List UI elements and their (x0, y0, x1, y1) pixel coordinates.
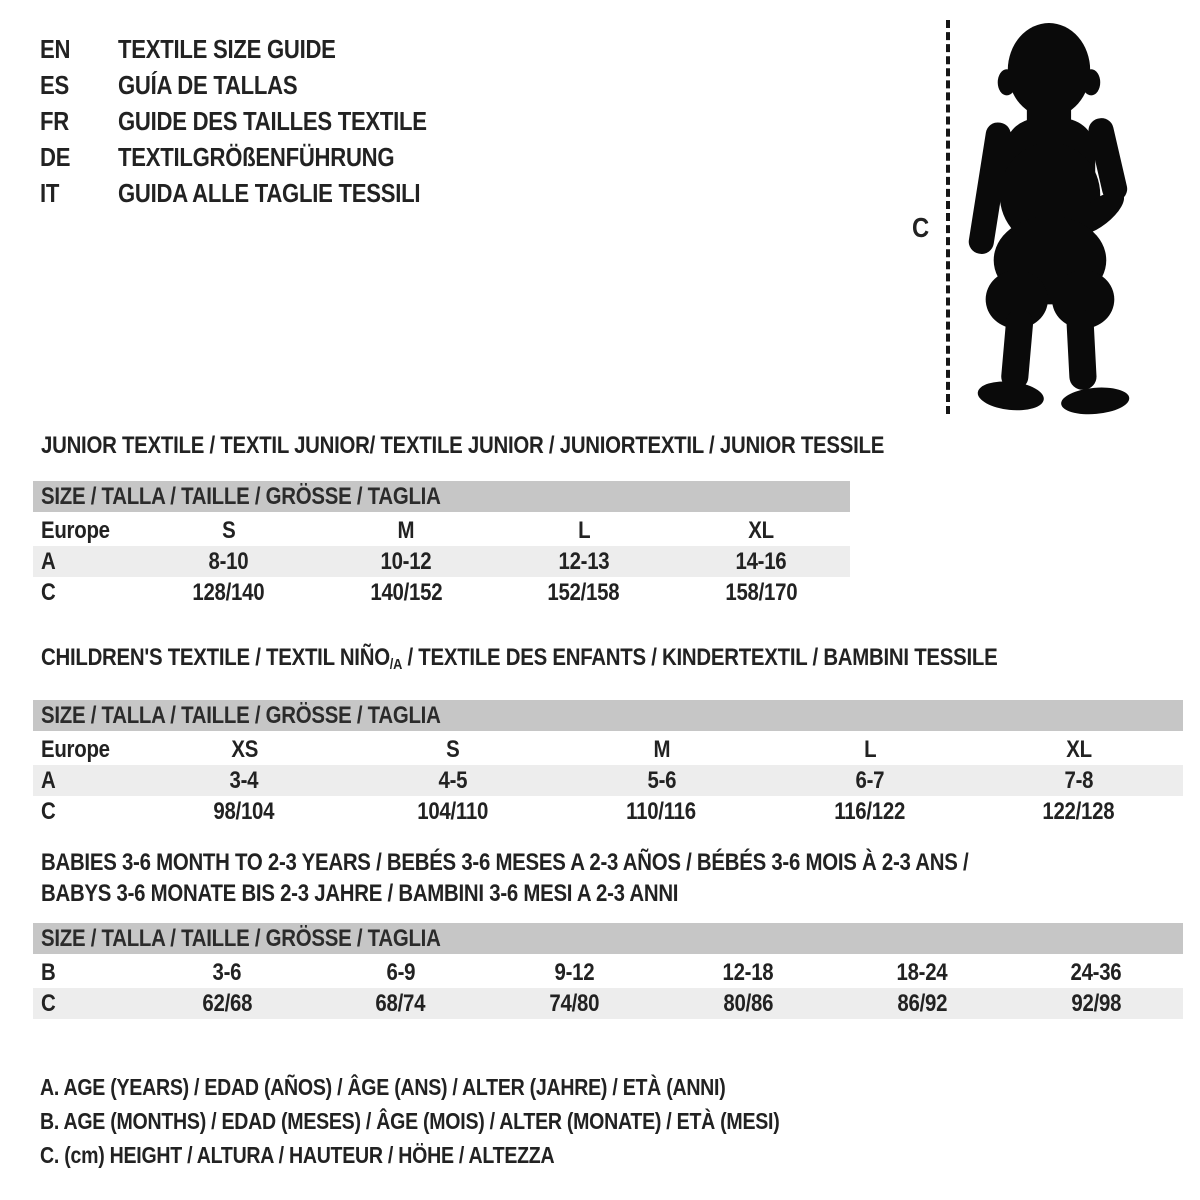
table-cell (140, 796, 349, 827)
table-cell (495, 546, 673, 577)
row-label (33, 957, 140, 988)
language-row-en (40, 31, 481, 67)
row-label (33, 734, 140, 765)
table-cell (557, 734, 766, 765)
table-cell-text: 86/92 (897, 990, 948, 1017)
table-cell (140, 577, 318, 608)
table-cell-text: S (446, 736, 460, 763)
language-code: IT (40, 178, 60, 208)
row-label (33, 796, 140, 827)
table-cell (661, 957, 835, 988)
table-row-a (33, 765, 1183, 796)
table-cell-text: 116/122 (834, 798, 906, 825)
language-row-es (40, 67, 481, 103)
legend-line-text: A. AGE (YEARS) / EDAD (AÑOS) / ÂGE (ANS) / ALTER (JAHRE) / ETÀ (ANNI) (40, 1074, 726, 1100)
table-cell (835, 988, 1009, 1019)
table-cell (349, 765, 558, 796)
table-cell-text: 62/68 (202, 990, 252, 1017)
table-cell-text: S (222, 517, 236, 544)
language-row-it (40, 175, 481, 211)
language-code: FR (40, 106, 69, 136)
table-cell (557, 765, 766, 796)
table-row-a (33, 546, 850, 577)
table-cell (766, 734, 975, 765)
table-cell-text: XL (1065, 736, 1092, 763)
table-row-c (33, 577, 850, 608)
table-cell-text: 18-24 (896, 959, 948, 986)
table-title-text: BABIES 3-6 MONTH TO 2-3 YEARS / BEBÉS 3-6 MESES A 2-3 AÑOS / BÉBÉS 3-6 MOIS À 2-3 ANS / (41, 849, 969, 876)
table-cell (835, 957, 1009, 988)
table-cell-text: 7-8 (1064, 767, 1094, 794)
children-textile-section (33, 642, 1183, 827)
junior-textile-section (33, 430, 885, 608)
row-label-text: Europe (41, 736, 110, 763)
table-cell (318, 515, 496, 546)
table-title-line (41, 878, 1183, 909)
table-cell (974, 796, 1183, 827)
row-label-text: Europe (41, 517, 110, 544)
table-cell-text: 24-36 (1070, 959, 1122, 986)
table-cell-text: 128/140 (192, 579, 265, 606)
table-cell-text: 152/158 (547, 579, 620, 606)
table-cell (140, 734, 349, 765)
table-cell-text: M (397, 517, 415, 544)
language-title: GUIDA ALLE TAGLIE TESSILI (118, 178, 421, 208)
language-title-list (40, 31, 481, 211)
table-title-line (41, 430, 885, 461)
table-title-line (41, 642, 1183, 680)
row-label-text: A (41, 548, 56, 575)
table-cell-text: 122/128 (1042, 798, 1115, 825)
language-row-de (40, 139, 481, 175)
row-label (33, 988, 140, 1019)
table-cell-text: 6-9 (386, 959, 416, 986)
table-cell-text: XL (748, 517, 775, 544)
size-band: SIZE / TALLA / TAILLE / GRÖSSE / TAGLIA (33, 923, 1183, 954)
table-cell-text: 110/116 (626, 798, 697, 825)
table-title-text: JUNIOR TEXTILE / TEXTIL JUNIOR/ TEXTILE JUNIOR / JUNIORTEXTIL / JUNIOR TESSILE (41, 432, 885, 459)
table-cell-text: 4-5 (438, 767, 468, 794)
babies-textile-section (33, 847, 1183, 1019)
toddler-silhouette-icon (958, 16, 1150, 418)
row-label-text: C (41, 579, 56, 606)
children-table-rows (33, 734, 1183, 827)
table-title-text: CHILDREN'S TEXTILE / TEXTIL NIÑO/A / TEXTILE DES ENFANTS / KINDERTEXTIL / BAMBINI TESSILE (41, 644, 998, 673)
table-cell (661, 988, 835, 1019)
legend-line (40, 1104, 910, 1138)
table-cell (318, 546, 496, 577)
table-cell-text: L (863, 736, 877, 763)
row-label (33, 577, 140, 608)
table-cell-text: 140/152 (370, 579, 443, 606)
table-cell-text: 10-12 (380, 548, 432, 575)
table-cell (495, 577, 673, 608)
row-label (33, 515, 140, 546)
legend-line-text: B. AGE (MONTHS) / EDAD (MESES) / ÂGE (MOIS) / ALTER (MONATE) / ETÀ (MESI) (40, 1108, 780, 1134)
table-cell (488, 957, 662, 988)
table-cell (974, 734, 1183, 765)
language-title: TEXTILE SIZE GUIDE (118, 34, 336, 64)
table-row-europe (33, 515, 850, 546)
babies-table-title (41, 847, 1183, 909)
row-label-text: A (41, 767, 56, 794)
table-cell (766, 765, 975, 796)
table-cell (140, 546, 318, 577)
height-measure-dashed-line (946, 20, 950, 414)
table-cell (140, 988, 314, 1019)
row-label-text: C (41, 990, 56, 1017)
language-title: TEXTILGRÖßENFÜHRUNG (118, 142, 395, 172)
row-label-text: C (41, 798, 56, 825)
table-cell (1009, 957, 1183, 988)
table-cell (974, 765, 1183, 796)
language-code: DE (40, 142, 71, 172)
table-row-c (33, 988, 1183, 1019)
legend-line (40, 1138, 910, 1172)
table-cell (140, 515, 318, 546)
table-cell (349, 796, 558, 827)
legend-line-text: C. (cm) HEIGHT / ALTURA / HAUTEUR / HÖHE / ALTEZZA (40, 1142, 555, 1168)
table-cell (349, 734, 558, 765)
table-cell-text: 68/74 (375, 990, 426, 1017)
table-cell (314, 988, 488, 1019)
table-cell-text: 3-6 (212, 959, 242, 986)
row-label (33, 546, 140, 577)
table-cell (673, 546, 851, 577)
table-row-b (33, 957, 1183, 988)
table-cell-text: 3-4 (229, 767, 259, 794)
table-cell-text: 92/98 (1071, 990, 1121, 1017)
row-label-text: B (41, 959, 56, 986)
size-band: SIZE / TALLA / TAILLE / GRÖSSE / TAGLIA (33, 481, 850, 512)
table-cell-text: 12-13 (558, 548, 610, 575)
height-measure-label: C (912, 212, 929, 243)
table-cell (673, 515, 851, 546)
table-cell (314, 957, 488, 988)
table-cell (140, 765, 349, 796)
table-cell-text: 9-12 (554, 959, 595, 986)
table-cell-text: 14-16 (735, 548, 787, 575)
table-title-subscript: /A (389, 656, 403, 673)
junior-table-title (41, 430, 885, 461)
measure-legend (40, 1070, 910, 1172)
babies-table-rows (33, 957, 1183, 1019)
table-cell-text: 6-7 (855, 767, 885, 794)
legend-line (40, 1070, 910, 1104)
table-cell (1009, 988, 1183, 1019)
table-cell (557, 796, 766, 827)
row-label (33, 765, 140, 796)
junior-table-rows (33, 515, 850, 608)
table-cell (766, 796, 975, 827)
table-cell-text: 12-18 (722, 959, 774, 986)
table-cell-text: 8-10 (208, 548, 249, 575)
table-cell-text: 5-6 (647, 767, 676, 794)
table-row-c (33, 796, 1183, 827)
table-cell-text: L (577, 517, 590, 544)
table-cell-text: 80/86 (723, 990, 774, 1017)
size-band: SIZE / TALLA / TAILLE / GRÖSSE / TAGLIA (33, 700, 1183, 731)
table-title-line (41, 847, 1183, 878)
table-cell-text: 158/170 (725, 579, 798, 606)
table-cell (495, 515, 673, 546)
table-cell-text: 74/80 (549, 990, 600, 1017)
table-cell (140, 957, 314, 988)
language-code: ES (40, 70, 69, 100)
table-title-text: BABYS 3-6 MONATE BIS 2-3 JAHRE / BAMBINI 3-6 MESI A 2-3 ANNI (41, 880, 679, 907)
language-row-fr (40, 103, 481, 139)
table-cell-text: 98/104 (213, 798, 275, 825)
table-cell (488, 988, 662, 1019)
table-cell-text: XS (230, 736, 258, 763)
table-cell (673, 577, 851, 608)
language-title: GUIDE DES TAILLES TEXTILE (118, 106, 427, 136)
table-row-europe (33, 734, 1183, 765)
language-code: EN (40, 34, 71, 64)
table-cell (318, 577, 496, 608)
language-title: GUÍA DE TALLAS (118, 70, 298, 100)
table-cell-text: 104/110 (417, 798, 489, 825)
table-cell-text: M (653, 736, 670, 763)
children-table-title (41, 642, 1183, 680)
